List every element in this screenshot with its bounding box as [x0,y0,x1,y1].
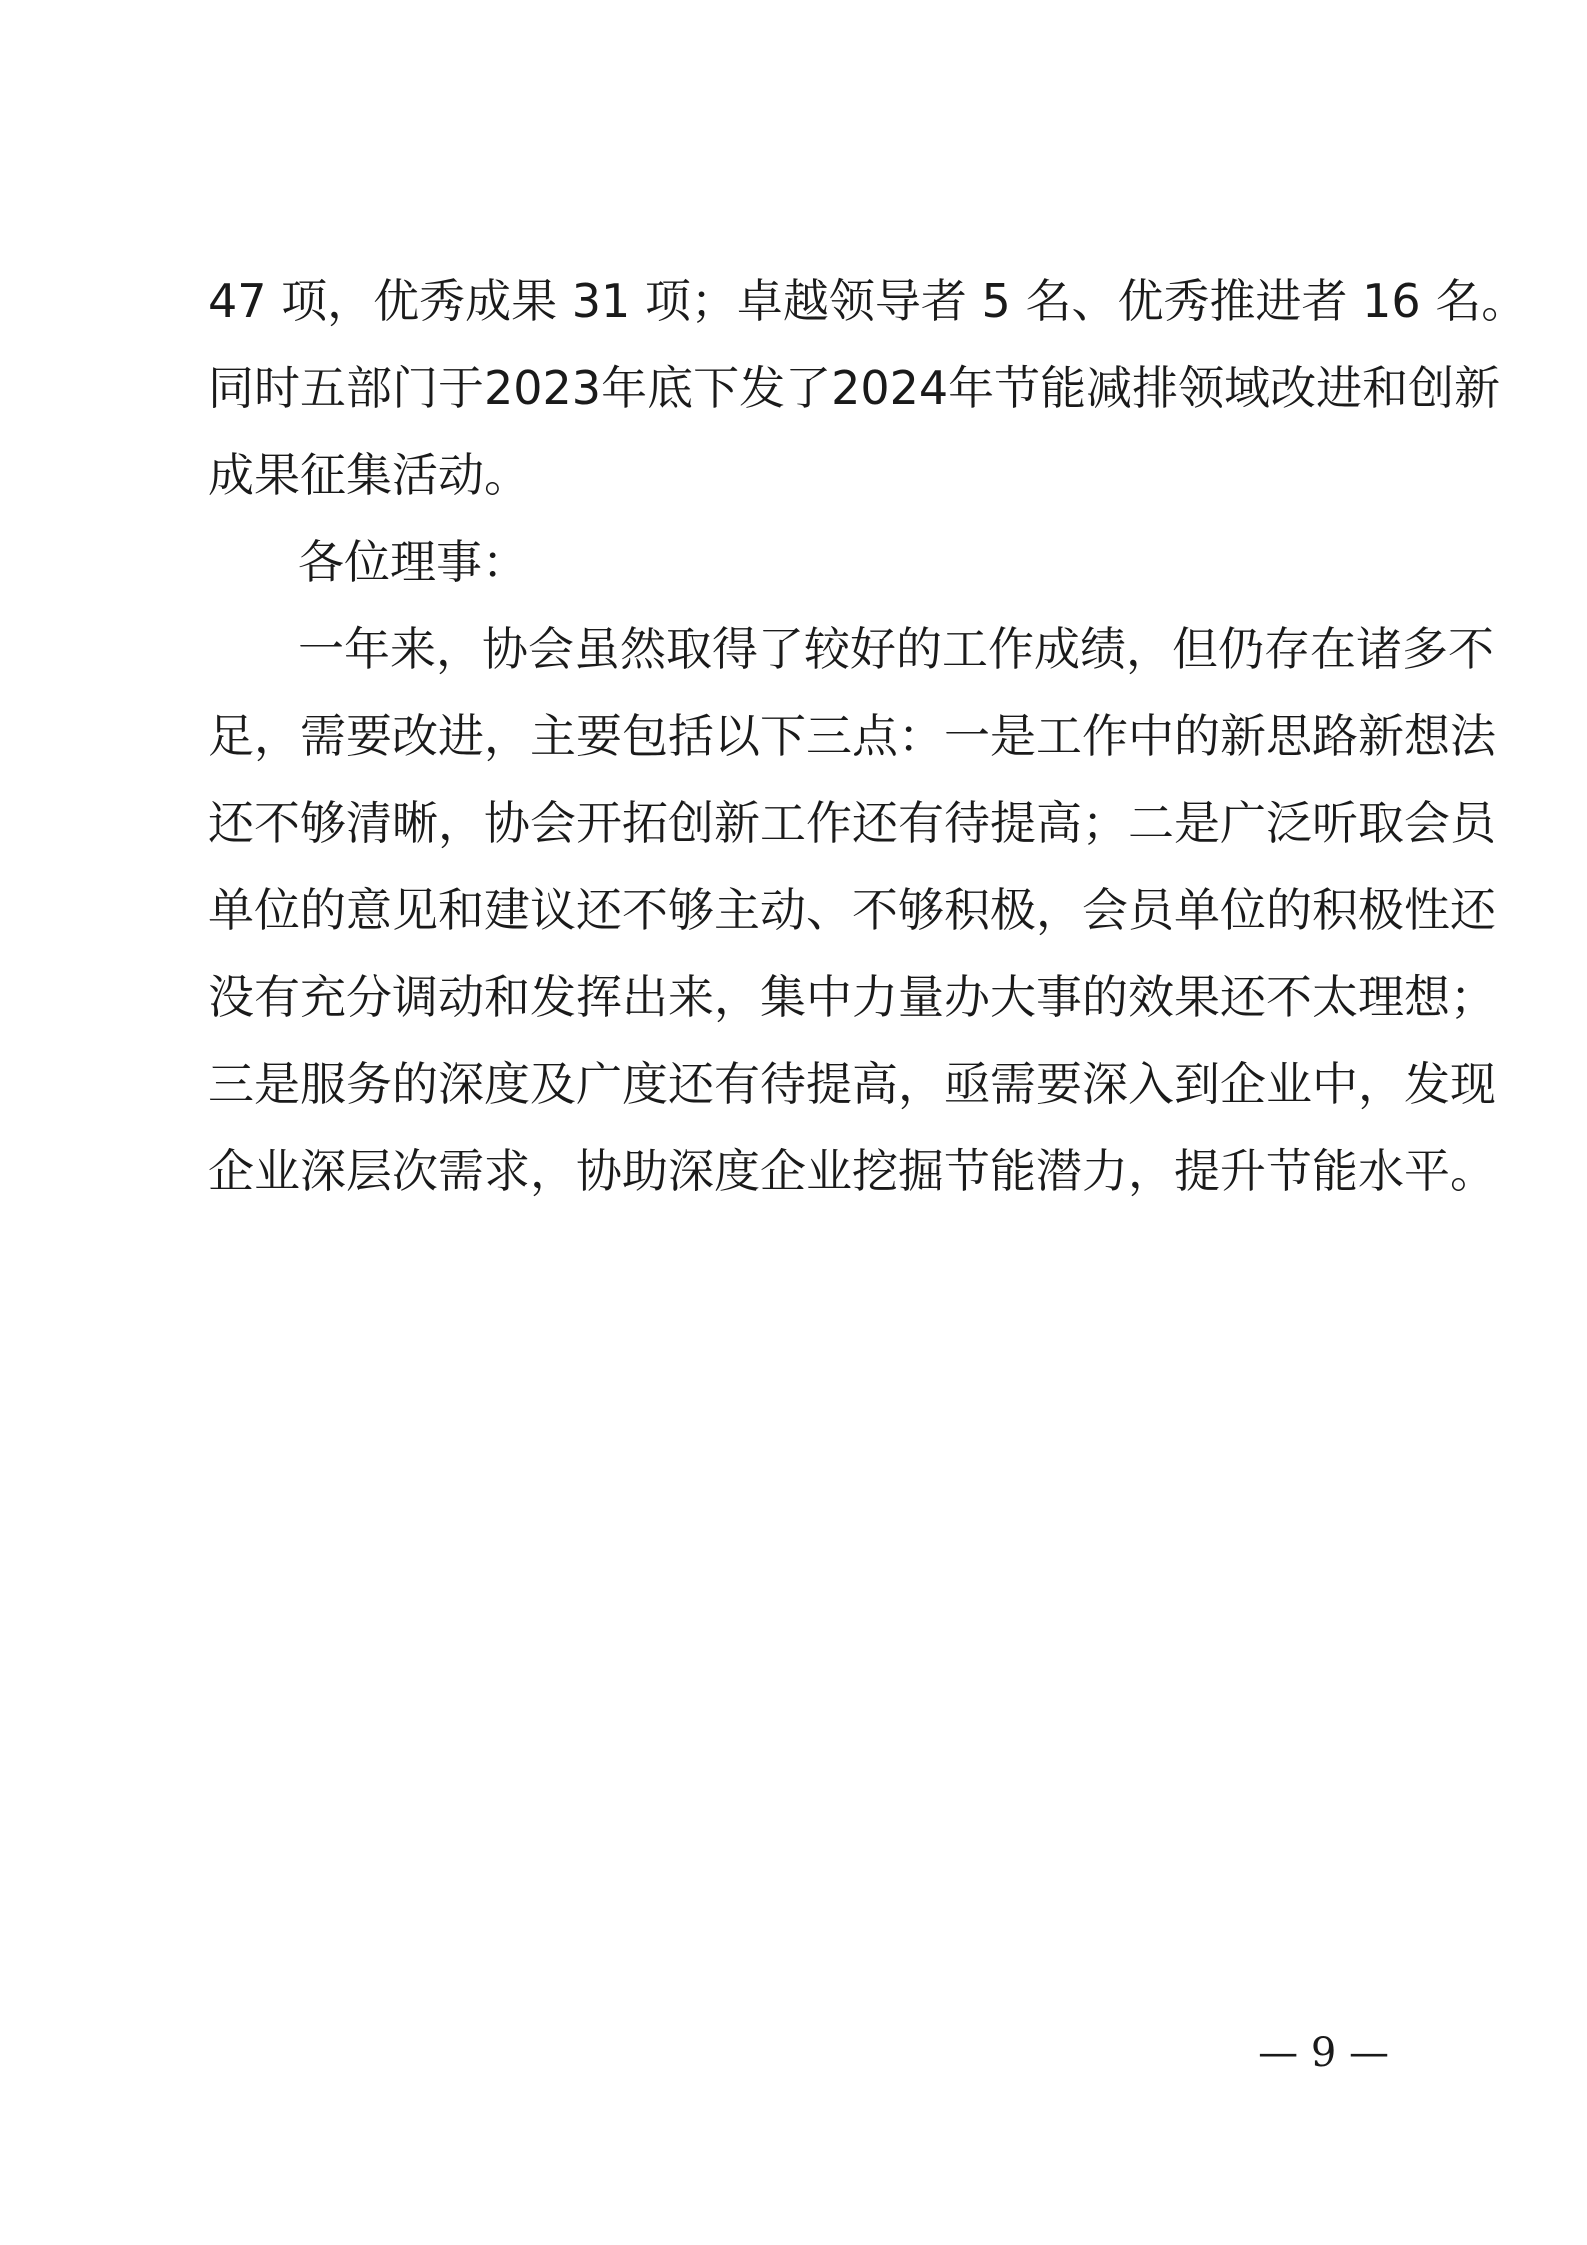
paragraph-line: 企业深层次需求，协助深度企业挖掘节能潜力，提升节能水平。 [208,1144,1496,1198]
salutation-line: 各位理事： [298,535,528,589]
paragraph-line: 同时五部门于2023年底下发了2024年节能减排领域改进和创新 [208,361,1501,415]
paragraph-line: 一年来，协会虽然取得了较好的工作成绩，但仍存在诸多不 [298,622,1494,676]
document-body [208,258,1528,1215]
paragraph-line: 没有充分调动和发挥出来，集中力量办大事的效果还不太理想； [208,970,1496,1024]
paragraph-line: 47 项，优秀成果 31 项；卓越领导者 5 名、优秀推进者 16 名。 [208,274,1528,328]
page-number: — 9 — [1258,2030,1389,2076]
paragraph-line: 足，需要改进，主要包括以下三点：一是工作中的新思路新想法 [208,709,1496,763]
paragraph-line: 还不够清晰，协会开拓创新工作还有待提高；二是广泛听取会员 [208,796,1496,850]
paragraph-line: 三是服务的深度及广度还有待提高，亟需要深入到企业中，发现 [208,1057,1496,1111]
paragraph-line: 单位的意见和建议还不够主动、不够积极，会员单位的积极性还 [208,883,1496,937]
paragraph-line: 成果征集活动。 [208,448,530,502]
